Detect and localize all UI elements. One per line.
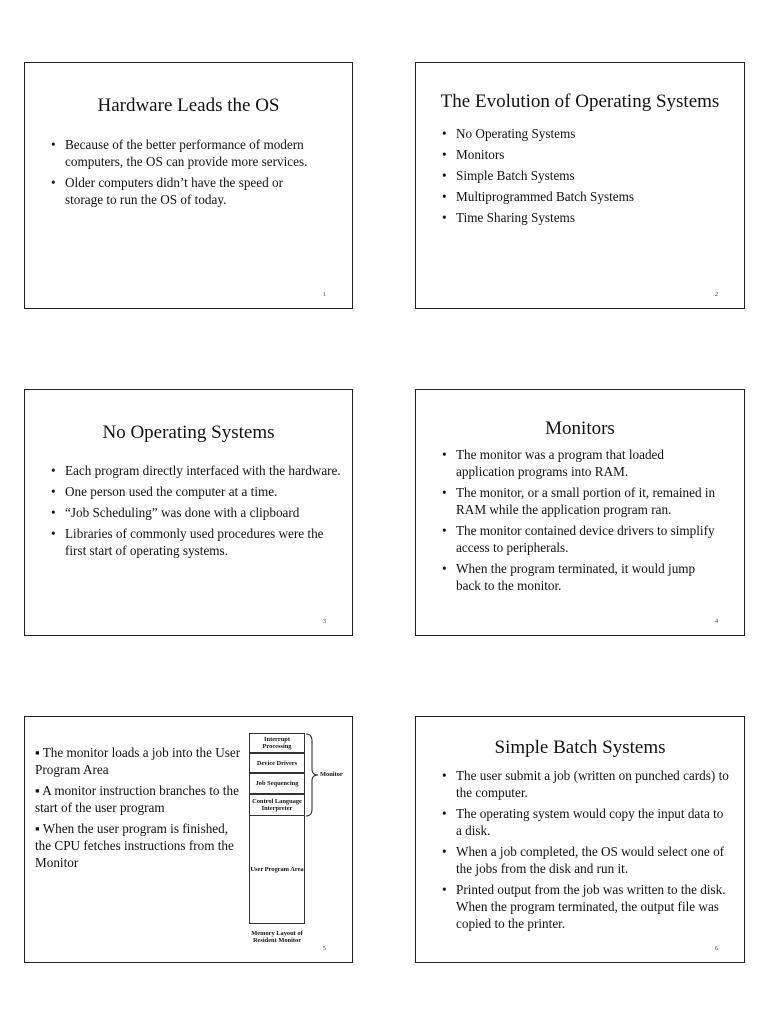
slide-number: 6 bbox=[715, 946, 718, 952]
bullet-item: ▪ A monitor instruction branches to the start of the user program bbox=[35, 783, 239, 815]
slide-title: No Operating Systems bbox=[102, 422, 275, 443]
memory-block-job-sequencing: Job Sequencing bbox=[249, 773, 305, 794]
memory-block-control-language: Control Language Interpreter bbox=[249, 794, 305, 816]
slide-title: The Evolution of Operating Systems bbox=[440, 91, 720, 112]
slide-title: Simple Batch Systems bbox=[494, 737, 666, 758]
bullet-item: • Libraries of commonly used procedures were the first start of operating systems. bbox=[51, 525, 341, 559]
monitor-label: Monitor bbox=[320, 771, 343, 778]
bullet-list bbox=[442, 125, 732, 230]
slide-number: 5 bbox=[323, 946, 326, 952]
slide-2 bbox=[415, 62, 745, 309]
slide-number: 3 bbox=[323, 619, 326, 625]
bullet-item: • Each program directly interfaced with the hardware. bbox=[51, 462, 341, 479]
bullet-list bbox=[51, 462, 341, 563]
bullet-list bbox=[51, 136, 319, 212]
slide-3 bbox=[24, 389, 353, 636]
bullet-list bbox=[35, 744, 247, 875]
slide-6 bbox=[415, 716, 745, 963]
bullet-item: • Printed output from the job was written to the disk. When the program terminated, the output file was copied to the printer. bbox=[442, 881, 730, 932]
bullet-item: • The monitor contained device drivers to simplify access to peripherals. bbox=[442, 522, 722, 556]
bullet-list bbox=[442, 446, 722, 598]
bullet-item: • Because of the better performance of modern computers, the OS can provide more services. bbox=[51, 136, 319, 170]
bullet-item: • Older computers didn’t have the speed or storage to run the OS of today. bbox=[51, 174, 319, 208]
brace-icon bbox=[305, 733, 321, 817]
memory-layout-diagram bbox=[249, 733, 349, 943]
slide-title: Monitors bbox=[545, 418, 615, 439]
bullet-list bbox=[442, 767, 730, 936]
bullet-item: • The monitor, or a small portion of it, remained in RAM while the application program ran. bbox=[442, 484, 722, 518]
bullet-item: • One person used the computer at a time. bbox=[51, 483, 341, 500]
slide-1 bbox=[24, 62, 353, 309]
slide-4 bbox=[415, 389, 745, 636]
slide-number: 1 bbox=[323, 292, 326, 298]
bullet-item: • The operating system would copy the input data to a disk. bbox=[442, 805, 730, 839]
bullet-item: • When the program terminated, it would jump back to the monitor. bbox=[442, 560, 722, 594]
bullet-item: • The user submit a job (written on punched cards) to the computer. bbox=[442, 767, 730, 801]
bullet-item: • Time Sharing Systems bbox=[442, 209, 732, 226]
slide-5 bbox=[24, 716, 353, 963]
memory-block-interrupt: Interrupt Processing bbox=[249, 733, 305, 753]
bullet-item: • No Operating Systems bbox=[442, 125, 732, 142]
memory-block-user-program: User Program Area bbox=[249, 816, 305, 924]
slide-number: 4 bbox=[715, 619, 718, 625]
memory-block-device-drivers: Device Drivers bbox=[249, 753, 305, 773]
bullet-item: • The monitor was a program that loaded application programs into RAM. bbox=[442, 446, 722, 480]
diagram-caption: Memory Layout of Resident Monitor bbox=[251, 930, 303, 944]
slide-number: 2 bbox=[715, 292, 718, 298]
bullet-item: ▪ The monitor loads a job into the User Program Area bbox=[35, 745, 241, 777]
bullet-item: • Simple Batch Systems bbox=[442, 167, 732, 184]
slide-title: Hardware Leads the OS bbox=[97, 95, 280, 116]
bullet-item: ▪ When the user program is finished, the CPU fetches instructions from the Monitor bbox=[35, 821, 234, 870]
bullet-item: • Multiprogrammed Batch Systems bbox=[442, 188, 732, 205]
bullet-item: • “Job Scheduling” was done with a clipboard bbox=[51, 504, 341, 521]
bullet-item: • When a job completed, the OS would select one of the jobs from the disk and run it. bbox=[442, 843, 730, 877]
bullet-item: • Monitors bbox=[442, 146, 732, 163]
